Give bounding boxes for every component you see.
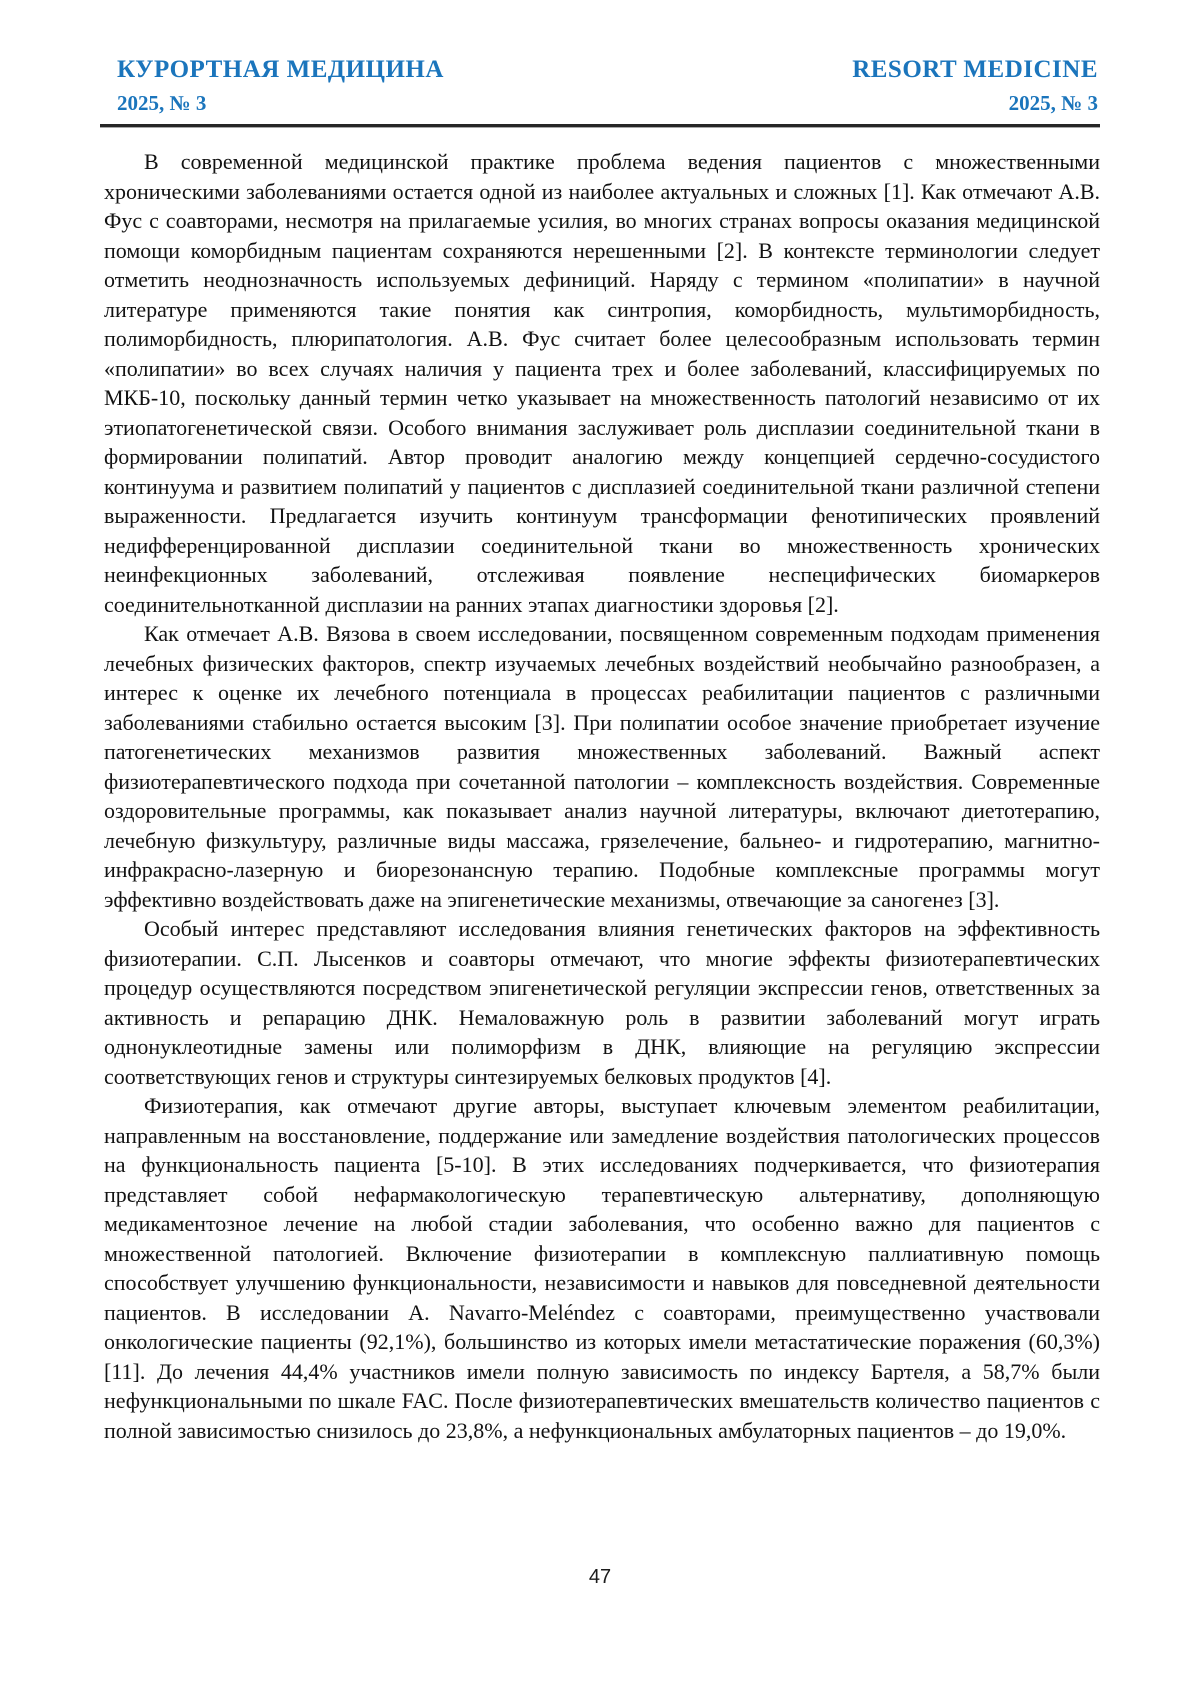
body-paragraph: В современной медицинской практике проблема ведения пациентов с множественными хроническими заболеваниями остается одной из наиболее актуальных и сложных [1]. Как отмечают А.В. Фус с соавторами, несмотря на прилагаемые усилия, во многих странах вопросы оказания медицинской помощи коморбидным пациентам сохраняются нерешенными [2]. В контексте терминологии следует отметить неоднозначность используемых дефиниций. Наряду с термином «полипатии» в научной литературе применяются такие понятия как синтропия, коморбидность, мультиморбидность, полиморбидность, плюрипатология. А.В. Фус считает более целесообразным использовать термин «полипатии» во всех случаях наличия у пациента трех и более заболеваний, классифицируемых по МКБ-10, поскольку данный термин четко указывает на множественность патологий независимо от их этиопатогенетической связи. Особого внимания заслуживает роль дисплазии соединительной ткани в формировании полипатий. Автор проводит аналогию между концепцией сердечно-сосудистого континуума и развитием полипатий у пациентов с дисплазией соединительной ткани различной степени выраженности. Предлагается изучить континуум трансформации фенотипических проявлений недифференцированной дисплазии соединительной ткани во множественность хронических неинфекционных заболеваний, отслеживая появление неспецифических биомаркеров соединительнотканной дисплазии на ранних этапах диагностики здоровья [2].: [104, 149, 1100, 617]
page-footer: [0, 1566, 1200, 1589]
journal-name-ru: КУРОРТНАЯ МЕДИЦИНА: [117, 56, 444, 83]
page-number: 47: [588, 1566, 612, 1588]
journal-name-en: RESORT MEDICINE: [852, 56, 1098, 83]
journal-issue-en: 2025, № 3: [1008, 90, 1098, 115]
header-divider: [100, 124, 1100, 128]
body-paragraph: Как отмечает А.В. Вязова в своем исследовании, посвященном современным подходам применения лечебных физических факторов, спектр изучаемых лечебных воздействий необычайно разнообразен, а интерес к оценке их лечебного потенциала в процессах реабилитации пациентов с различными заболеваниями стабильно остается высоким [3]. При полипатии особое значение приобретает изучение патогенетических механизмов развития множественных заболеваний. Важный аспект физиотерапевтического подхода при сочетанной патологии – комплексность воздействия. Современные оздоровительные программы, как показывает анализ научной литературы, включают диетотерапию, лечебную физкультуру, различные виды массажа, грязелечение, бальнео- и гидротерапию, магнитно-инфракрасно-лазерную и биорезонансную терапию. Подобные комплексные программы могут эффективно воздействовать даже на эпигенетические механизмы, отвечающие за саногенез [3].: [104, 621, 1100, 912]
body-paragraph: Особый интерес представляют исследования влияния генетических факторов на эффективность физиотерапии. С.П. Лысенков и соавторы отмечают, что многие эффекты физиотерапевтических процедур осуществляются посредством эпигенетической регуляции экспрессии генов, ответственных за активность и репарацию ДНК. Немаловажную роль в развитии заболеваний могут играть однонуклеотидные замены или полиморфизм в ДНК, влияющие на регуляцию экспрессии соответствующих генов и структуры синтезируемых белковых продуктов [4].: [104, 916, 1100, 1089]
journal-issue-ru: 2025, № 3: [117, 90, 207, 115]
journal-title-block-ru: [117, 56, 444, 116]
article-body: [104, 147, 1100, 1445]
page-header: [117, 56, 1098, 116]
journal-title-block-en: [852, 56, 1098, 116]
body-paragraph: Физиотерапия, как отмечают другие авторы, выступает ключевым элементом реабилитации, направленным на восстановление, поддержание или замедление воздействия патологических процессов на функциональность пациента [5-10]. В этих исследованиях подчеркивается, что физиотерапия представляет собой нефармакологическую терапевтическую альтернативу, дополняющую медикаментозное лечение на любой стадии заболевания, что особенно важно для пациентов с множественной патологией. Включение физиотерапии в комплексную паллиативную помощь способствует улучшению функциональности, независимости и навыков для повседневной деятельности пациентов. В исследовании A. Navarro-Meléndez с соавторами, преимущественно участвовали онкологические пациенты (92,1%), большинство из которых имели метастатические поражения (60,3%) [11]. До лечения 44,4% участников имели полную зависимость по индексу Бартеля, а 58,7% были нефункциональными по шкале FAC. После физиотерапевтических вмешательств количество пациентов с полной зависимостью снизилось до 23,8%, а нефункциональных амбулаторных пациентов – до 19,0%.: [104, 1093, 1100, 1443]
